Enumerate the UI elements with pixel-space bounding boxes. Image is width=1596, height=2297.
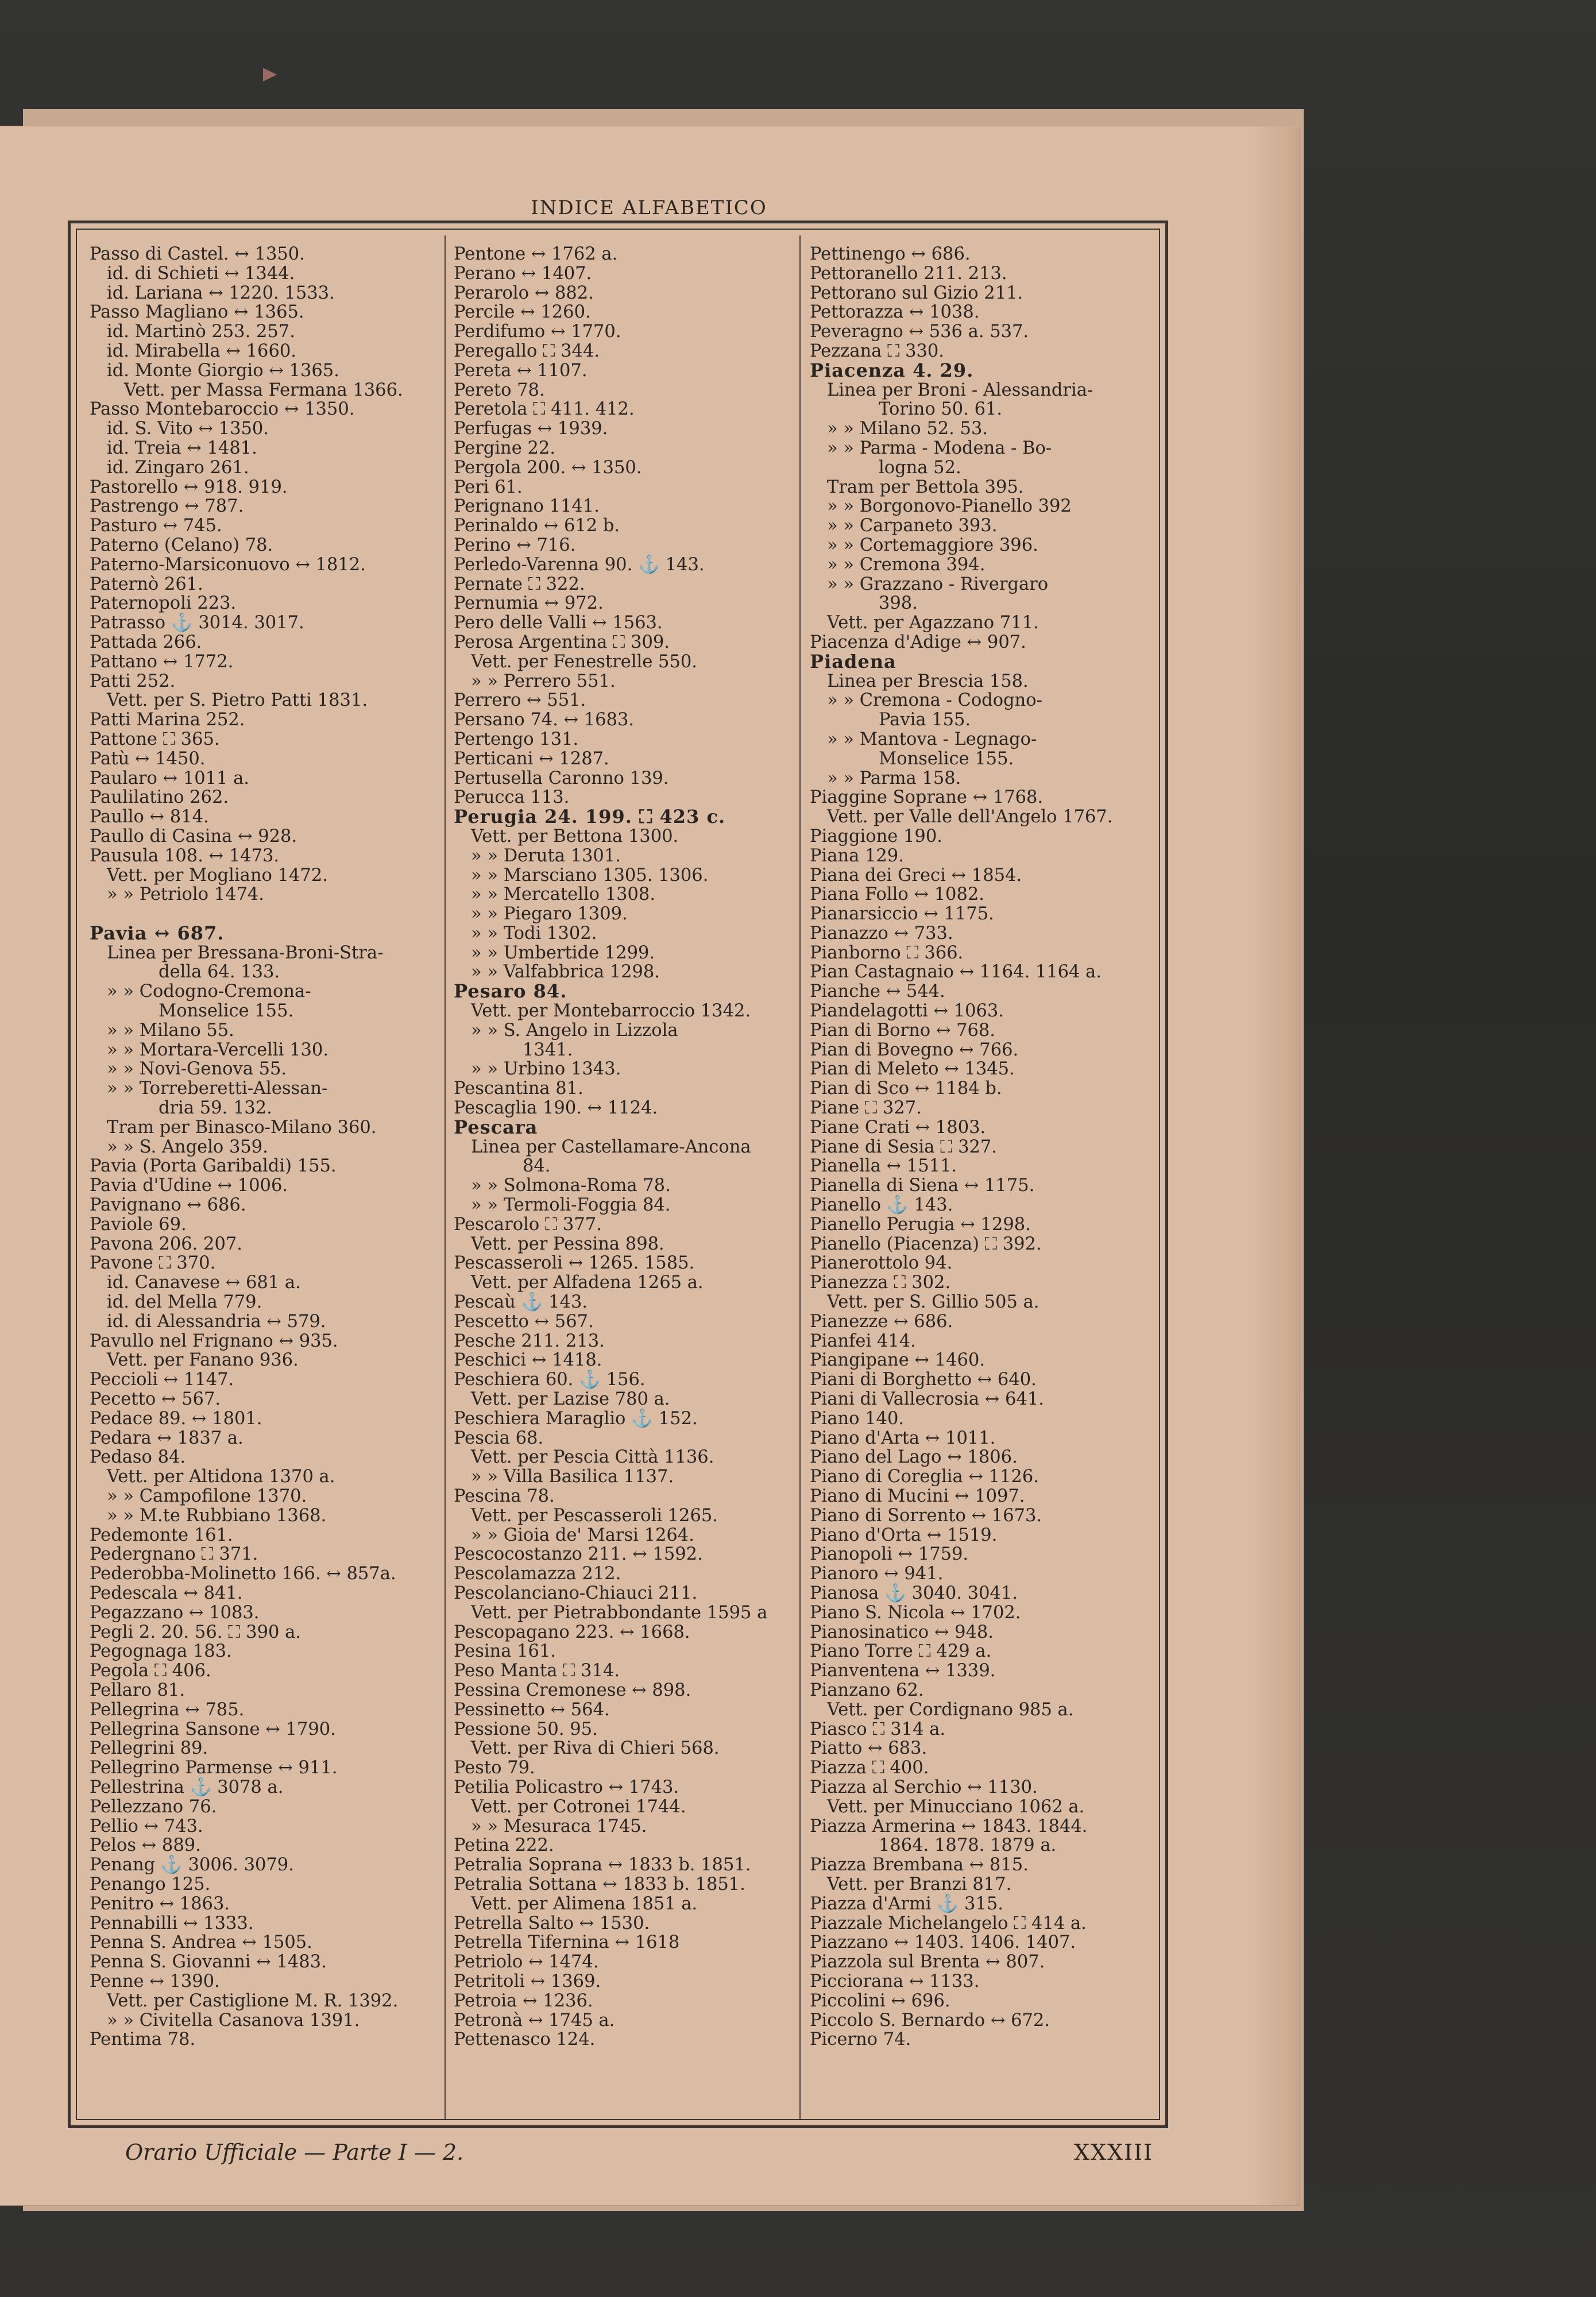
index-entry: Percile ↔ 1260. [454, 302, 591, 323]
index-entry: Penango 125. [90, 1874, 211, 1894]
index-entry: Pavignano ↔ 686. [90, 1195, 246, 1216]
index-entry: Pereto 78. [454, 380, 545, 400]
index-entry: Piaggine Soprane ↔ 1768. [810, 787, 1044, 808]
index-entry: » » Cremona 394. [827, 554, 986, 575]
index-entry: Pesaro 84. [454, 980, 567, 1003]
index-entry: » » Solmona-Roma 78. [471, 1175, 671, 1196]
index-entry: Monselice 155. [879, 748, 1014, 769]
index-entry: Perosa Argentina ⛶ 309. [454, 632, 670, 652]
index-entry: Paulilatino 262. [90, 787, 229, 808]
index-entry: Pescetto ↔ 567. [454, 1311, 594, 1332]
index-entry: Linea per Bressana-Broni-Stra- [107, 942, 384, 963]
index-entry: Perugia 24. 199. ⛶ 423 c. [454, 806, 726, 828]
index-entry: Peveragno ↔ 536 a. 537. [810, 322, 1029, 342]
index-entry: Pavullo nel Frignano ↔ 935. [90, 1331, 338, 1351]
index-entry: Pattano ↔ 1772. [90, 651, 234, 672]
index-entry: Perledo-Varenna 90. ⚓ 143. [454, 554, 705, 575]
index-entry: Petrella Tifernina ↔ 1618 [454, 1932, 680, 1953]
index-entry: Vett. per Lazise 780 a. [471, 1389, 670, 1410]
index-entry: Pesto 79. [454, 1758, 535, 1778]
index-entry: Patti 252. [90, 671, 176, 691]
index-entry: Peso Manta ⛶ 314. [454, 1661, 620, 1681]
index-column-1 [90, 245, 434, 2111]
index-entry: » » Todi 1302. [471, 923, 597, 943]
index-entry: Perinaldo ↔ 612 b. [454, 516, 620, 536]
index-entry: » » Deruta 1301. [471, 845, 621, 866]
index-entry: Piangipane ↔ 1460. [810, 1350, 986, 1371]
index-entry: Pegli 2. 20. 56. ⛶ 390 a. [90, 1622, 301, 1642]
index-entry: Paullo ↔ 814. [90, 807, 209, 827]
index-entry: Pentima 78. [90, 2029, 196, 2050]
index-entry: Pergine 22. [454, 438, 555, 458]
index-entry: logna 52. [879, 457, 961, 478]
page-edge [1252, 126, 1299, 2205]
index-entry: Penna S. Andrea ↔ 1505. [90, 1932, 312, 1953]
index-entry: 1864. 1878. 1879 a. [879, 1835, 1057, 1856]
index-entry: Pastrengo ↔ 787. [90, 496, 244, 517]
index-entry: Pedemonte 161. [90, 1525, 233, 1545]
index-entry: Perticani ↔ 1287. [454, 748, 609, 769]
index-entry: Peschiera Maraglio ⚓ 152. [454, 1408, 698, 1429]
index-entry: id. Canavese ↔ 681 a. [107, 1273, 301, 1293]
index-entry: Vett. per Riva di Chieri 568. [471, 1738, 720, 1759]
index-entry: Linea per Broni - Alessandria- [827, 380, 1093, 400]
index-entry: Paviole 69. [90, 1214, 187, 1235]
index-entry: Petrella Salto ↔ 1530. [454, 1913, 650, 1933]
index-entry: Pellio ↔ 743. [90, 1816, 203, 1836]
index-entry: Tram per Bettola 395. [827, 477, 1024, 497]
index-entry: Piccolini ↔ 696. [810, 1990, 950, 2011]
index-entry: Pescia 68. [454, 1428, 544, 1448]
index-entry: Piano S. Nicola ↔ 1702. [810, 1602, 1021, 1623]
index-entry: Vett. per Montebarroccio 1342. [471, 1001, 751, 1022]
index-entry: id. Lariana ↔ 1220. 1533. [107, 283, 335, 303]
index-entry: Patù ↔ 1450. [90, 748, 206, 769]
index-entry: Pianfei 414. [810, 1331, 916, 1351]
index-entry: Pettinengo ↔ 686. [810, 245, 971, 264]
index-entry: dria 59. 132. [159, 1098, 272, 1119]
index-entry: Piadena [810, 650, 896, 672]
index-entry: Pianella ↔ 1511. [810, 1156, 957, 1177]
index-entry: Pescina 78. [454, 1486, 555, 1506]
index-entry: Vett. per Valle dell'Angelo 1767. [827, 807, 1113, 827]
index-entry: Pero delle Valli ↔ 1563. [454, 613, 663, 633]
index-entry: della 64. 133. [159, 962, 280, 983]
index-entry: Peretola ⛶ 411. 412. [454, 399, 635, 420]
index-entry: Petralia Soprana ↔ 1833 b. 1851. [454, 1855, 751, 1876]
index-entry: Pattone ⛶ 365. [90, 729, 220, 749]
index-entry: Vett. per Cordignano 985 a. [827, 1699, 1074, 1720]
index-entry: Pellaro 81. [90, 1680, 186, 1700]
index-entry: Pescocostanzo 211. ↔ 1592. [454, 1544, 703, 1565]
index-entry: » » Mesuraca 1745. [471, 1816, 647, 1836]
index-entry: Pesina 161. [454, 1641, 557, 1662]
index-entry: Vett. per Fenestrelle 550. [471, 651, 697, 672]
index-entry: Pavia (Porta Garibaldi) 155. [90, 1156, 337, 1177]
index-entry: Pernumia ↔ 972. [454, 593, 604, 614]
index-entry: Piasco ⛶ 314 a. [810, 1719, 946, 1739]
index-entry: Pessina Cremonese ↔ 898. [454, 1680, 691, 1700]
index-entry: Vett. per Castiglione M. R. 1392. [107, 1990, 399, 2011]
index-entry: Pianazzo ↔ 733. [810, 923, 953, 943]
index-entry: Piaggione 190. [810, 826, 942, 846]
index-entry: Pedaso 84. [90, 1447, 186, 1468]
index-entry: Peri 61. [454, 477, 523, 497]
index-column-3 [810, 245, 1154, 2111]
index-entry: Pian di Bovegno ↔ 766. [810, 1039, 1019, 1060]
index-entry: Piane Crati ↔ 1803. [810, 1117, 986, 1138]
index-entry: Piano del Lago ↔ 1806. [810, 1447, 1018, 1468]
index-entry: Piatto ↔ 683. [810, 1738, 928, 1759]
index-entry: Vett. per Cotronei 1744. [471, 1796, 686, 1817]
index-entry: » » Parma 158. [827, 768, 961, 788]
index-entry: Pescara [454, 1116, 538, 1138]
index-entry: Picciorana ↔ 1133. [810, 1971, 980, 1991]
index-entry: Monselice 155. [159, 1001, 294, 1022]
index-entry: Paternopoli 223. [90, 593, 237, 614]
index-entry: Penang ⚓ 3006. 3079. [90, 1855, 294, 1876]
index-entry: Pianello (Piacenza) ⛶ 392. [810, 1233, 1042, 1254]
index-entry: Petritoli ↔ 1369. [454, 1971, 601, 1991]
index-entry: » » Cortemaggiore 396. [827, 535, 1038, 555]
index-entry: Vett. per Minucciano 1062 a. [827, 1796, 1085, 1817]
index-entry: Pian di Meleto ↔ 1345. [810, 1059, 1015, 1080]
index-entry: » » Borgonovo-Pianello 392 [827, 496, 1072, 517]
index-entry: Vett. per S. Gillio 505 a. [827, 1292, 1039, 1313]
index-entry: Piana dei Greci ↔ 1854. [810, 865, 1022, 885]
index-entry: Peccioli ↔ 1147. [90, 1370, 234, 1390]
index-entry: Pellegrina Sansone ↔ 1790. [90, 1719, 336, 1739]
page-header: INDICE ALFABETICO [531, 196, 767, 219]
index-entry: Pennabilli ↔ 1333. [90, 1913, 254, 1933]
index-entry: Petina 222. [454, 1835, 554, 1856]
index-entry: Pessinetto ↔ 564. [454, 1699, 610, 1720]
index-entry: Pettoranello 211. 213. [810, 263, 1007, 284]
index-entry: Tram per Binasco-Milano 360. [107, 1117, 377, 1138]
index-entry: Vett. per Fanano 936. [107, 1350, 299, 1371]
index-entry: Vett. per Agazzano 711. [827, 613, 1039, 633]
index-entry: Peregallo ⛶ 344. [454, 341, 600, 361]
index-entry: » » Mercatello 1308. [471, 884, 656, 905]
index-entry: Piano d'Arta ↔ 1011. [810, 1428, 996, 1448]
index-entry: Perino ↔ 716. [454, 535, 576, 555]
index-entry: » » Civitella Casanova 1391. [107, 2010, 360, 2031]
index-entry: Pellegrina ↔ 785. [90, 1699, 245, 1720]
index-entry: Pederobba-Molinetto 166. ↔ 857a. [90, 1564, 396, 1584]
index-entry: Pertusella Caronno 139. [454, 768, 669, 788]
index-entry: Pianezze ↔ 686. [810, 1311, 953, 1332]
index-entry: Pavia 155. [879, 710, 971, 730]
index-entry: Peschici ↔ 1418. [454, 1350, 602, 1371]
index-entry: Pian di Sco ↔ 1184 b. [810, 1078, 1002, 1099]
index-entry: Pertengo 131. [454, 729, 579, 749]
index-entry: Pavona 206. 207. [90, 1233, 242, 1254]
index-entry: » » Parma - Modena - Bo- [827, 438, 1052, 458]
index-entry: Vett. per Massa Fermana 1366. [124, 380, 403, 400]
index-entry: Vett. per Mogliano 1472. [107, 865, 328, 885]
index-entry: Pianoro ↔ 941. [810, 1564, 944, 1584]
index-entry: Pianella di Siena ↔ 1175. [810, 1175, 1035, 1196]
index-entry: Perucca 113. [454, 787, 570, 808]
index-entry: Pian di Borno ↔ 768. [810, 1020, 995, 1041]
index-entry: » » Carpaneto 393. [827, 516, 998, 536]
index-entry: Piane ⛶ 327. [810, 1098, 922, 1119]
index-entry: Pasturo ↔ 745. [90, 516, 222, 536]
index-entry: id. Zingaro 261. [107, 457, 249, 478]
index-entry: Pianarsiccio ↔ 1175. [810, 904, 994, 925]
index-entry: Piazzola sul Brenta ↔ 807. [810, 1952, 1045, 1973]
index-entry: Pergola 200. ↔ 1350. [454, 457, 642, 478]
index-entry: » » Milano 52. 53. [827, 419, 988, 439]
index-entry: Piane di Sesia ⛶ 327. [810, 1136, 998, 1157]
index-entry: Paularo ↔ 1011 a. [90, 768, 249, 788]
index-entry: Piandelagotti ↔ 1063. [810, 1001, 1004, 1022]
index-entry: » » Torreberetti-Alessan- [107, 1078, 328, 1099]
index-entry: id. di Alessandria ↔ 579. [107, 1311, 326, 1332]
index-entry: Piano d'Orta ↔ 1519. [810, 1525, 998, 1545]
index-entry: Petralia Sottana ↔ 1833 b. 1851. [454, 1874, 745, 1894]
index-entry: » » Mortara-Vercelli 130. [107, 1039, 329, 1060]
index-entry: Pesche 211. 213. [454, 1331, 605, 1351]
index-entry: Vett. per Altidona 1370 a. [107, 1467, 335, 1487]
index-entry: Pavia ↔ 687. [90, 922, 225, 944]
index-entry: Paterno-Marsiconuovo ↔ 1812. [90, 554, 366, 575]
index-entry: » » Marsciano 1305. 1306. [471, 865, 709, 885]
index-entry: Pegazzano ↔ 1083. [90, 1602, 260, 1623]
column-divider [445, 235, 446, 2119]
index-entry: Perrero ↔ 551. [454, 690, 586, 711]
index-entry: Pianzano 62. [810, 1680, 924, 1700]
index-entry: Petriolo ↔ 1474. [454, 1952, 599, 1973]
index-entry: » » Gioia de' Marsi 1264. [471, 1525, 694, 1545]
index-entry: Pescaglia 190. ↔ 1124. [454, 1098, 658, 1119]
index-entry: Piazza al Serchio ↔ 1130. [810, 1777, 1038, 1797]
index-entry: Pianosinatico ↔ 948. [810, 1622, 994, 1642]
index-entry: id. di Schieti ↔ 1344. [107, 263, 295, 284]
index-entry: id. Martinò 253. 257. [107, 322, 295, 342]
index-entry: Pellezzano 76. [90, 1796, 217, 1817]
index-entry: Vett. per Alimena 1851 a. [471, 1893, 698, 1914]
index-entry: id. Monte Giorgio ↔ 1365. [107, 360, 339, 381]
index-entry: Pescolanciano-Chiauci 211. [454, 1583, 698, 1603]
index-entry: Pianello Perugia ↔ 1298. [810, 1214, 1031, 1235]
index-entry: » » Perrero 551. [471, 671, 616, 691]
index-entry: Pianerottolo 94. [810, 1253, 953, 1274]
index-entry: Pedescala ↔ 841. [90, 1583, 243, 1603]
index-entry: Pianopoli ↔ 1759. [810, 1544, 969, 1565]
index-entry: » » Cremona - Codogno- [827, 690, 1042, 711]
index-entry: Vett. per Pessina 898. [471, 1233, 664, 1254]
index-entry: Vett. per Pescasseroli 1265. [471, 1505, 718, 1526]
index-entry: Piazzale Michelangelo ⛶ 414 a. [810, 1913, 1087, 1933]
index-entry: Pedergnano ⛶ 371. [90, 1544, 258, 1565]
index-entry: » » Petriolo 1474. [107, 884, 264, 905]
index-entry: Piani di Vallecrosia ↔ 641. [810, 1389, 1044, 1410]
index-entry: Pedace 89. ↔ 1801. [90, 1408, 262, 1429]
index-entry: Piazza d'Armi ⚓ 315. [810, 1893, 1003, 1914]
index-entry: Pescopagano 223. ↔ 1668. [454, 1622, 690, 1642]
index-entry: » » Termoli-Foggia 84. [471, 1195, 671, 1216]
index-entry: Pavia d'Udine ↔ 1006. [90, 1175, 288, 1196]
index-entry: Linea per Castellamare-Ancona [471, 1136, 751, 1157]
index-entry [90, 904, 434, 924]
index-entry: Pescolamazza 212. [454, 1564, 621, 1584]
index-entry: » » Mantova - Legnago- [827, 729, 1037, 749]
index-entry: Perdifumo ↔ 1770. [454, 322, 621, 342]
index-entry: Patti Marina 252. [90, 710, 245, 730]
index-entry: Paullo di Casina ↔ 928. [90, 826, 297, 846]
index-entry: Pettorano sul Gizio 211. [810, 283, 1023, 303]
index-entry: » » Urbino 1343. [471, 1059, 621, 1080]
index-entry: Pescantina 81. [454, 1078, 583, 1099]
index-entry: Perano ↔ 1407. [454, 263, 592, 284]
index-entry: Piacenza 4. 29. [810, 359, 974, 381]
index-entry: Pian Castagnaio ↔ 1164. 1164 a. [810, 962, 1102, 983]
index-entry: » » Grazzano - Rivergaro [827, 574, 1049, 594]
index-entry: Penne ↔ 1390. [90, 1971, 220, 1991]
index-entry: Pereta ↔ 1107. [454, 360, 588, 381]
index-entry: Perfugas ↔ 1939. [454, 419, 608, 439]
index-entry: id. S. Vito ↔ 1350. [107, 419, 269, 439]
index-entry: id. del Mella 779. [107, 1292, 262, 1313]
index-entry: Penitro ↔ 1863. [90, 1893, 230, 1914]
index-entry: » » Piegaro 1309. [471, 904, 628, 925]
index-entry: Vett. per Pescia Città 1136. [471, 1447, 714, 1468]
index-entry: Petroia ↔ 1236. [454, 1990, 593, 2011]
index-entry: Vett. per Alfadena 1265 a. [471, 1273, 704, 1293]
index-entry: » » Umbertide 1299. [471, 942, 655, 963]
index-entry: Penna S. Giovanni ↔ 1483. [90, 1952, 327, 1973]
index-entry: Piana Follo ↔ 1082. [810, 884, 984, 905]
index-column-2 [454, 245, 798, 2111]
index-entry: » » Novi-Genova 55. [107, 1059, 287, 1080]
index-entry: Pentone ↔ 1762 a. [454, 245, 618, 264]
index-entry: Piano di Mucini ↔ 1097. [810, 1486, 1025, 1506]
index-entry: » » Villa Basilica 1137. [471, 1467, 674, 1487]
index-entry: Piano di Sorrento ↔ 1673. [810, 1505, 1042, 1526]
index-entry: » » S. Angelo 359. [107, 1136, 268, 1157]
index-entry: Vett. per Bettona 1300. [471, 826, 679, 846]
index-entry: Pettenasco 124. [454, 2029, 596, 2050]
index-entry: Piazza Brembana ↔ 815. [810, 1855, 1029, 1876]
index-entry: Pianosa ⚓ 3040. 3041. [810, 1583, 1018, 1603]
index-entry: Pezzana ⛶ 330. [810, 341, 945, 361]
index-entry: Pelos ↔ 889. [90, 1835, 201, 1856]
index-entry: Linea per Brescia 158. [827, 671, 1029, 691]
index-entry: Passo di Castel. ↔ 1350. [90, 245, 305, 264]
index-entry: Piana 129. [810, 845, 904, 866]
index-entry: Pescarolo ⛶ 377. [454, 1214, 602, 1235]
index-entry: Perarolo ↔ 882. [454, 283, 594, 303]
index-entry: Pellegrino Parmense ↔ 911. [90, 1758, 338, 1778]
index-entry: Pausula 108. ↔ 1473. [90, 845, 280, 866]
index-entry: Perignano 1141. [454, 496, 600, 517]
index-entry: » » Codogno-Cremona- [107, 981, 311, 1002]
red-marker-icon [263, 68, 277, 82]
index-entry: Pedara ↔ 1837 a. [90, 1428, 244, 1448]
index-entry: Petilia Policastro ↔ 1743. [454, 1777, 679, 1797]
index-entry: Peschiera 60. ⚓ 156. [454, 1370, 646, 1390]
index-entry: Piacenza d'Adige ↔ 907. [810, 632, 1026, 652]
index-entry: » » Campofilone 1370. [107, 1486, 307, 1506]
index-entry: Piano 140. [810, 1408, 905, 1429]
index-entry: Vett. per Branzi 817. [827, 1874, 1012, 1894]
index-entry: Piccolo S. Bernardo ↔ 672. [810, 2010, 1050, 2031]
index-entry: Pellestrina ⚓ 3078 a. [90, 1777, 284, 1797]
index-entry: Piano Torre ⛶ 429 a. [810, 1641, 992, 1662]
index-entry: 398. [879, 593, 918, 614]
index-entry: id. Treia ↔ 1481. [107, 438, 257, 458]
page-number: XXXIII [1074, 2140, 1154, 2165]
index-entry: Picerno 74. [810, 2029, 911, 2050]
index-entry: Pernate ⛶ 322. [454, 574, 585, 594]
index-entry: » » M.te Rubbiano 1368. [107, 1505, 327, 1526]
index-entry: Piazza Armerina ↔ 1843. 1844. [810, 1816, 1088, 1836]
index-entry: Pianezza ⛶ 302. [810, 1273, 951, 1293]
index-entry: Pavone ⛶ 370. [90, 1253, 216, 1274]
index-entry: Vett. per S. Pietro Patti 1831. [107, 690, 368, 711]
index-entry: » » S. Angelo in Lizzola [471, 1020, 678, 1041]
index-entry: Pianche ↔ 544. [810, 981, 945, 1002]
index-entry: Piano di Coreglia ↔ 1126. [810, 1467, 1039, 1487]
index-entry: Pettorazza ↔ 1038. [810, 302, 980, 323]
index-entry: 84. [523, 1156, 551, 1177]
index-entry: Patrasso ⚓ 3014. 3017. [90, 613, 304, 633]
index-entry: Pescasseroli ↔ 1265. 1585. [454, 1253, 695, 1274]
index-entry: Pecetto ↔ 567. [90, 1389, 221, 1410]
index-entry: Pianello ⚓ 143. [810, 1195, 953, 1216]
index-entry: Pellegrini 89. [90, 1738, 208, 1759]
index-entry: Pegola ⛶ 406. [90, 1661, 211, 1681]
index-entry: » » Milano 55. [107, 1020, 234, 1041]
index-entry: Passo Magliano ↔ 1365. [90, 302, 304, 323]
index-entry: Piani di Borghetto ↔ 640. [810, 1370, 1037, 1390]
index-entry: Piazzano ↔ 1403. 1406. 1407. [810, 1932, 1076, 1953]
index-entry: Petronà ↔ 1745 a. [454, 2010, 615, 2031]
index-entry: Pattada 266. [90, 632, 202, 652]
index-entry: Pianventena ↔ 1339. [810, 1661, 996, 1681]
index-entry: Vett. per Pietrabbondante 1595 a [471, 1602, 768, 1623]
index-entry: Pastorello ↔ 918. 919. [90, 477, 288, 497]
column-divider [799, 235, 801, 2119]
index-entry: » » Valfabbrica 1298. [471, 962, 660, 983]
index-entry: Paterno (Celano) 78. [90, 535, 273, 555]
index-entry: Pescaù ⚓ 143. [454, 1292, 588, 1313]
index-entry: Paternò 261. [90, 574, 203, 594]
index-entry: Pessione 50. 95. [454, 1719, 598, 1739]
index-entry: Torino 50. 61. [879, 399, 1003, 420]
index-entry: Persano 74. ↔ 1683. [454, 710, 635, 730]
footer-title: Orario Ufficiale — Parte I — 2. [125, 2140, 464, 2165]
index-entry: Pegognaga 183. [90, 1641, 232, 1662]
index-entry: Passo Montebaroccio ↔ 1350. [90, 399, 355, 420]
index-entry: Piazza ⛶ 400. [810, 1758, 929, 1778]
index-entry: Pianborno ⛶ 366. [810, 942, 964, 963]
index-entry: id. Mirabella ↔ 1660. [107, 341, 296, 361]
index-entry: 1341. [523, 1039, 573, 1060]
